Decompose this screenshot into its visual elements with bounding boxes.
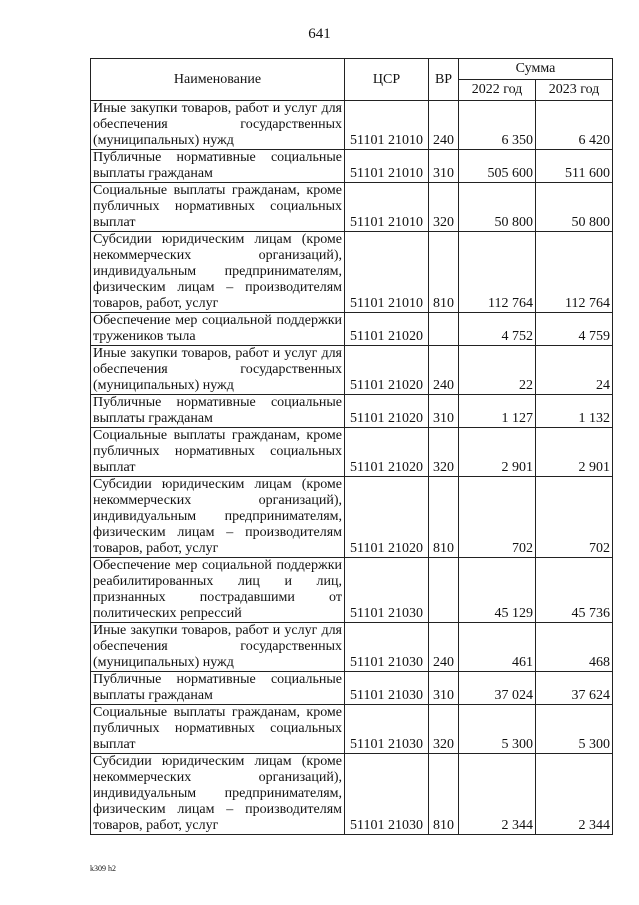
row-csr-code: 51101 21030 (345, 623, 429, 672)
table-row (91, 232, 613, 313)
row-amount-2023: 1 132 (536, 395, 613, 428)
row-name: Публичные нормативные социальные выплаты гражданам (91, 672, 345, 705)
table-row (91, 313, 613, 346)
row-amount-2022: 2 901 (459, 428, 536, 477)
header-csr: ЦСР (345, 59, 429, 101)
header-name: Наименование (91, 59, 345, 101)
row-amount-2022: 702 (459, 477, 536, 558)
row-vr-code: 240 (429, 101, 459, 150)
row-name: Обеспечение мер социальной поддержки реабилитированных лиц и лиц, признанных пострадавшими от политических репрессий (91, 558, 345, 623)
page-number: 641 (308, 26, 331, 42)
row-vr-code: 810 (429, 754, 459, 835)
row-vr-code: 240 (429, 346, 459, 395)
row-name: Субсидии юридическим лицам (кроме некоммерческих организаций), индивидуальным предпринимателям, физическим лицам – производителям товаров, работ, услуг (91, 477, 345, 558)
row-csr-code: 51101 21010 (345, 150, 429, 183)
row-amount-2022: 37 024 (459, 672, 536, 705)
table-row (91, 705, 613, 754)
row-name: Иные закупки товаров, работ и услуг для обеспечения государственных (муниципальных) нужд (91, 101, 345, 150)
table-row (91, 754, 613, 835)
header-sum: Сумма (459, 59, 613, 80)
table-row (91, 477, 613, 558)
row-amount-2023: 112 764 (536, 232, 613, 313)
row-csr-code: 51101 21010 (345, 101, 429, 150)
row-amount-2023: 37 624 (536, 672, 613, 705)
table-row (91, 101, 613, 150)
row-vr-code: 310 (429, 395, 459, 428)
row-name: Обеспечение мер социальной поддержки тружеников тыла (91, 313, 345, 346)
row-amount-2023: 702 (536, 477, 613, 558)
row-vr-code: 810 (429, 232, 459, 313)
row-csr-code: 51101 21010 (345, 183, 429, 232)
row-amount-2022: 5 300 (459, 705, 536, 754)
row-amount-2023: 511 600 (536, 150, 613, 183)
row-csr-code: 51101 21030 (345, 558, 429, 623)
row-vr-code (429, 313, 459, 346)
row-csr-code: 51101 21030 (345, 754, 429, 835)
row-name: Социальные выплаты гражданам, кроме публичных нормативных социальных выплат (91, 428, 345, 477)
table-row (91, 346, 613, 395)
row-vr-code: 240 (429, 623, 459, 672)
row-name: Социальные выплаты гражданам, кроме публичных нормативных социальных выплат (91, 705, 345, 754)
row-amount-2023: 2 901 (536, 428, 613, 477)
row-vr-code: 810 (429, 477, 459, 558)
footer-code: k309 h2 (90, 864, 116, 873)
header-year-2022: 2022 год (459, 80, 536, 101)
row-name: Публичные нормативные социальные выплаты гражданам (91, 395, 345, 428)
row-amount-2023: 468 (536, 623, 613, 672)
row-vr-code: 320 (429, 428, 459, 477)
row-csr-code: 51101 21020 (345, 313, 429, 346)
row-amount-2022: 45 129 (459, 558, 536, 623)
header-vr: ВР (429, 59, 459, 101)
row-amount-2022: 50 800 (459, 183, 536, 232)
row-amount-2022: 112 764 (459, 232, 536, 313)
row-amount-2023: 4 759 (536, 313, 613, 346)
row-vr-code: 310 (429, 672, 459, 705)
table-body (91, 101, 613, 835)
header-year-2023: 2023 год (536, 80, 613, 101)
row-amount-2023: 50 800 (536, 183, 613, 232)
table-row (91, 428, 613, 477)
row-amount-2023: 6 420 (536, 101, 613, 150)
table-row (91, 672, 613, 705)
row-csr-code: 51101 21010 (345, 232, 429, 313)
row-name: Публичные нормативные социальные выплаты гражданам (91, 150, 345, 183)
row-amount-2023: 24 (536, 346, 613, 395)
row-amount-2022: 2 344 (459, 754, 536, 835)
row-name: Субсидии юридическим лицам (кроме некоммерческих организаций), индивидуальным предпринимателям, физическим лицам – производителям товаров, работ, услуг (91, 232, 345, 313)
row-vr-code (429, 558, 459, 623)
row-amount-2022: 505 600 (459, 150, 536, 183)
row-amount-2022: 4 752 (459, 313, 536, 346)
budget-table (90, 58, 613, 835)
row-vr-code: 310 (429, 150, 459, 183)
row-csr-code: 51101 21020 (345, 428, 429, 477)
row-amount-2023: 2 344 (536, 754, 613, 835)
row-vr-code: 320 (429, 705, 459, 754)
table-row (91, 558, 613, 623)
row-name: Иные закупки товаров, работ и услуг для обеспечения государственных (муниципальных) нужд (91, 346, 345, 395)
table-row (91, 183, 613, 232)
table-row (91, 395, 613, 428)
row-amount-2023: 45 736 (536, 558, 613, 623)
row-vr-code: 320 (429, 183, 459, 232)
row-amount-2022: 1 127 (459, 395, 536, 428)
row-name: Субсидии юридическим лицам (кроме некоммерческих организаций), индивидуальным предпринимателям, физическим лицам – производителям товаров, работ, услуг (91, 754, 345, 835)
row-csr-code: 51101 21030 (345, 672, 429, 705)
row-name: Социальные выплаты гражданам, кроме публичных нормативных социальных выплат (91, 183, 345, 232)
row-amount-2022: 22 (459, 346, 536, 395)
row-amount-2022: 461 (459, 623, 536, 672)
table-row (91, 623, 613, 672)
row-csr-code: 51101 21020 (345, 477, 429, 558)
row-csr-code: 51101 21020 (345, 395, 429, 428)
row-amount-2022: 6 350 (459, 101, 536, 150)
row-name: Иные закупки товаров, работ и услуг для обеспечения государственных (муниципальных) нужд (91, 623, 345, 672)
row-csr-code: 51101 21030 (345, 705, 429, 754)
row-amount-2023: 5 300 (536, 705, 613, 754)
table-row (91, 150, 613, 183)
table-header (91, 59, 613, 101)
row-csr-code: 51101 21020 (345, 346, 429, 395)
